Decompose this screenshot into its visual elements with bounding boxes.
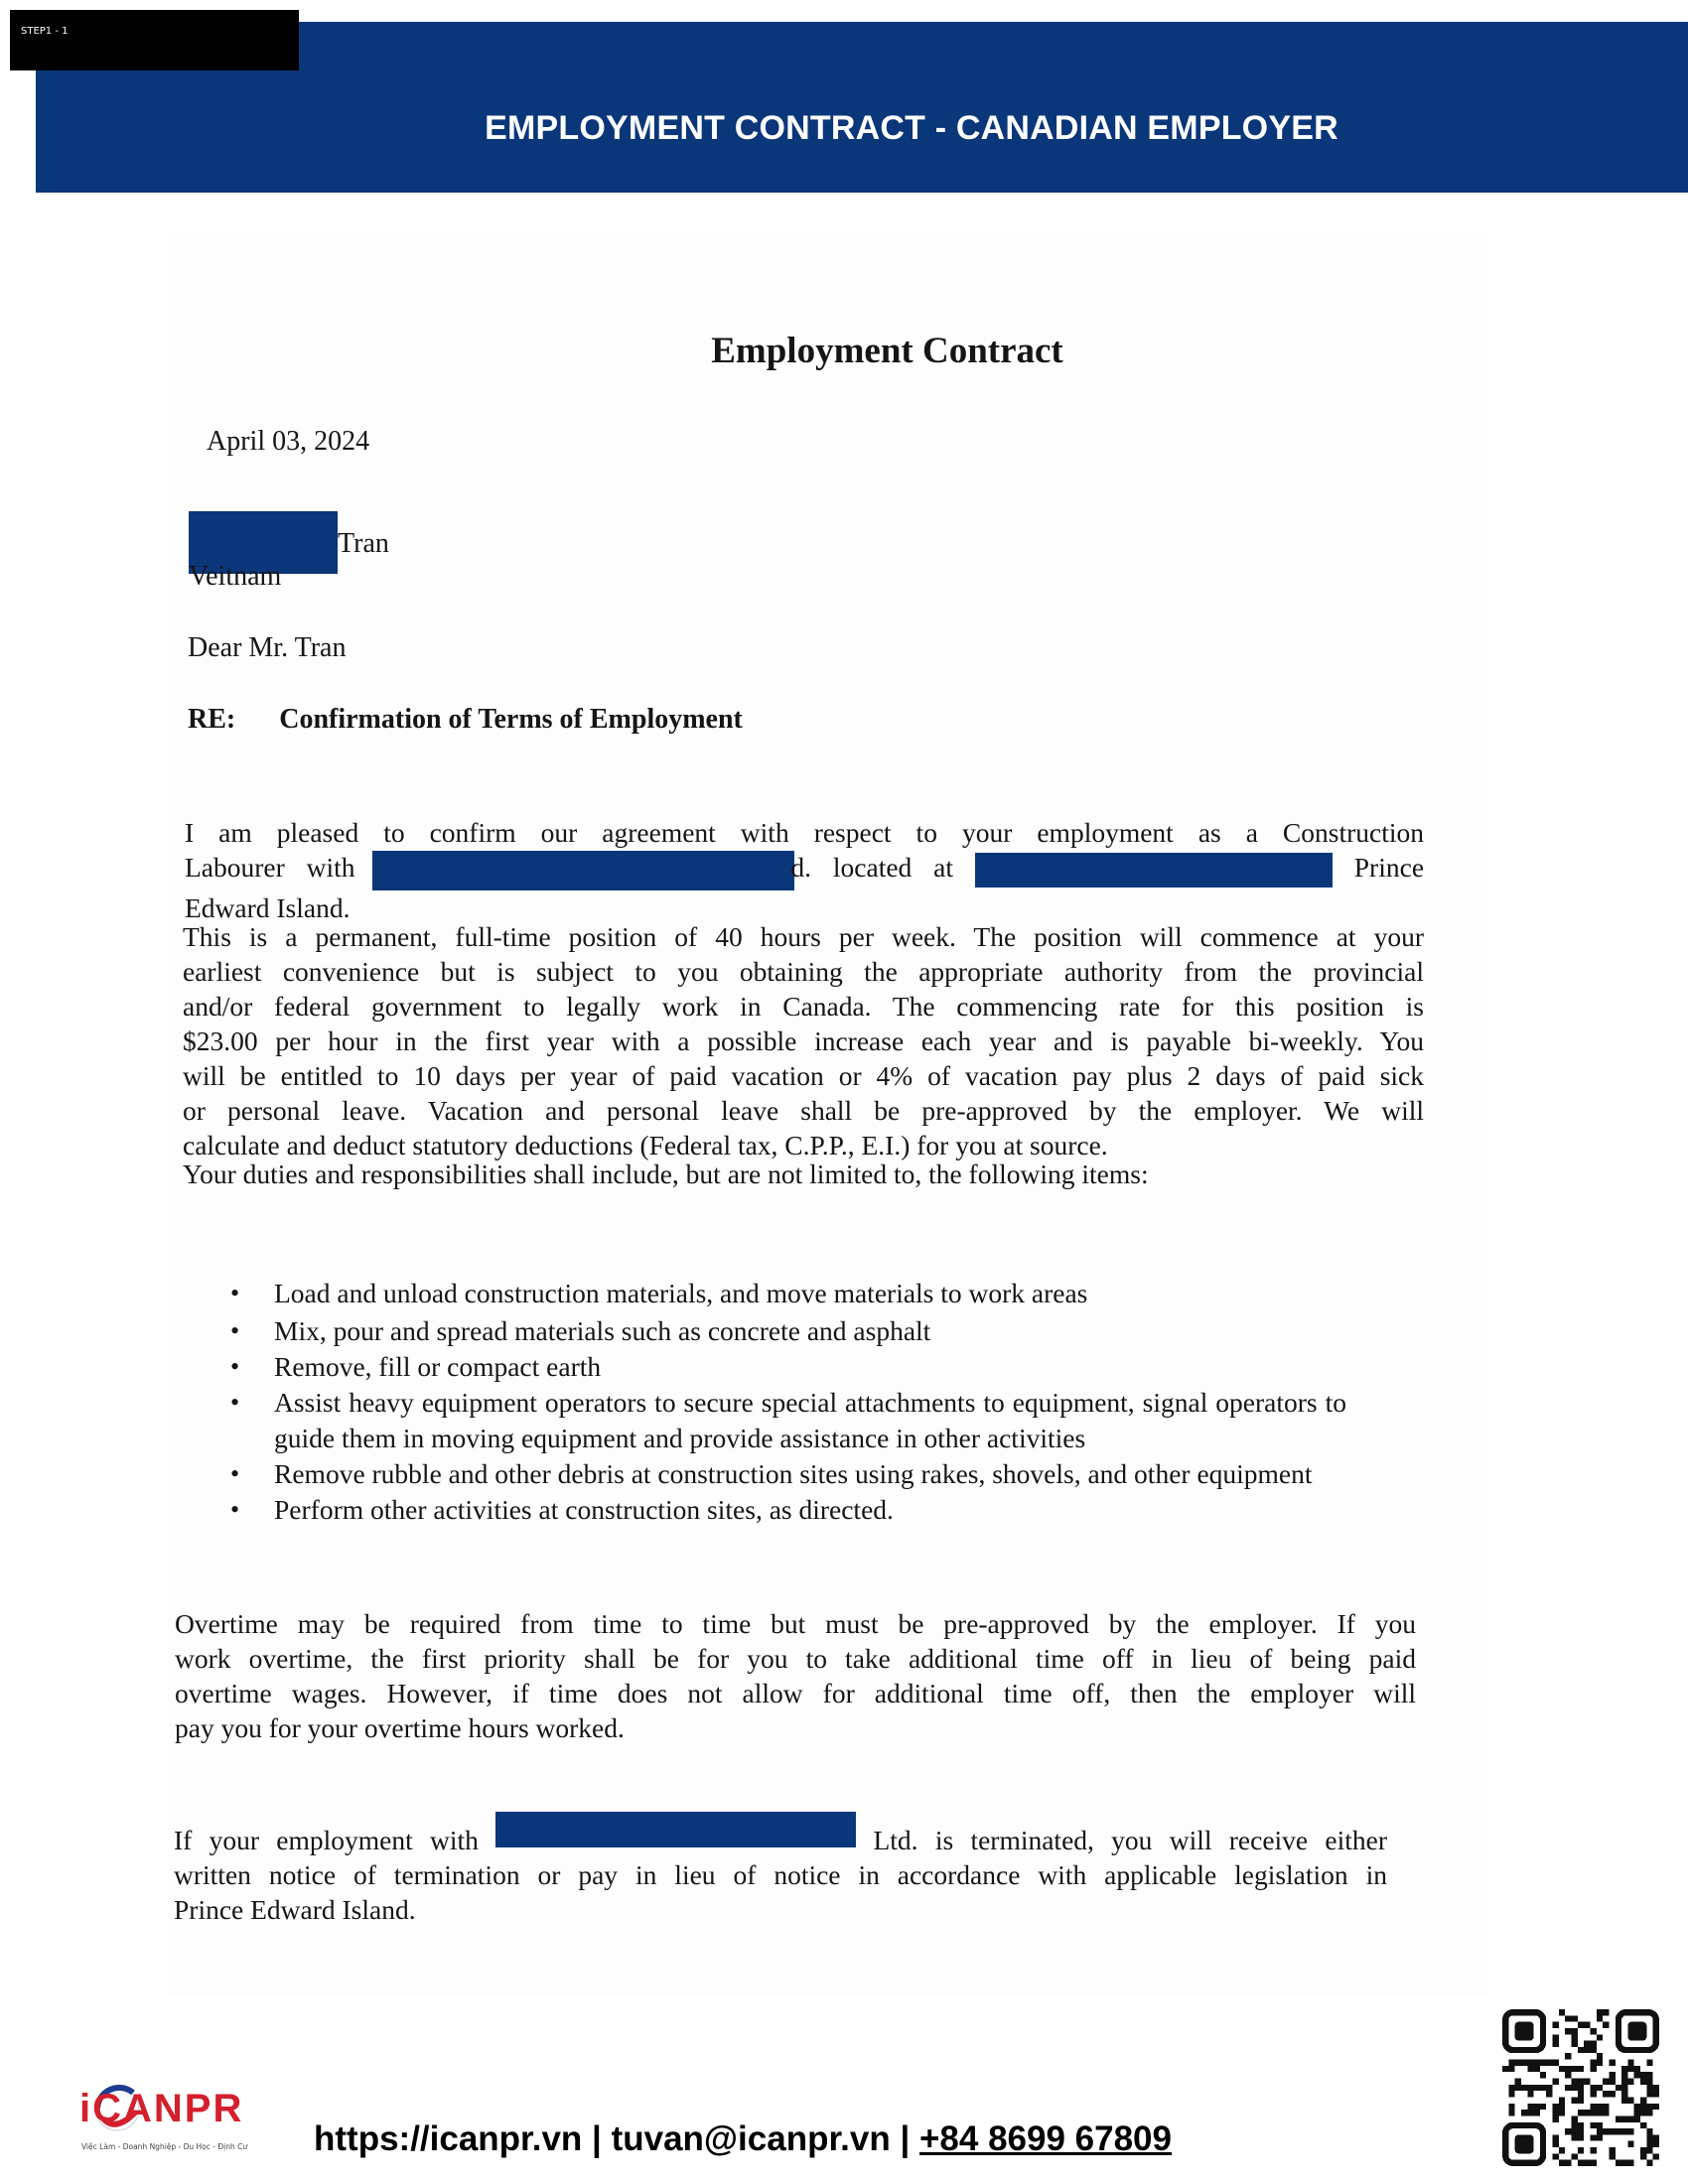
qr-module	[1565, 2072, 1571, 2078]
qr-module	[1603, 2022, 1609, 2028]
qr-module	[1572, 2041, 1578, 2047]
qr-module	[1640, 2122, 1646, 2128]
logo-tagline: Việc Làm - Doanh Nghiệp - Du Học - Định Cư	[81, 2142, 248, 2151]
qr-module	[1578, 2066, 1584, 2072]
qr-module	[1527, 2060, 1533, 2066]
qr-module	[1572, 2134, 1578, 2140]
qr-module	[1578, 2122, 1584, 2128]
duty-text: Perform other activities at construction sites, as directed.	[274, 1494, 894, 1525]
qr-module	[1578, 2147, 1584, 2153]
qr-module	[1534, 2085, 1540, 2091]
qr-module	[1653, 2141, 1659, 2147]
duty-item	[224, 1276, 1416, 1311]
qr-module	[1572, 2015, 1578, 2021]
intro-prince: Prince	[1353, 852, 1425, 883]
qr-module	[1609, 2153, 1615, 2159]
qr-module	[1621, 2160, 1627, 2166]
qr-module	[1553, 2104, 1559, 2110]
qr-module	[1578, 2110, 1584, 2116]
qr-module	[1616, 2116, 1621, 2121]
qr-module	[1640, 2104, 1646, 2110]
qr-module	[1508, 2104, 1514, 2110]
qr-module	[1546, 2091, 1552, 2097]
qr-module	[1578, 2160, 1584, 2166]
terms-line: will be entitled to 10 days per year of paid vacation or 4% of vacation pay plus 2 days of paid sick	[183, 1060, 1424, 1091]
qr-module	[1546, 2060, 1552, 2066]
termination-paragraph	[174, 1812, 1387, 1927]
qr-module	[1584, 2047, 1590, 2053]
qr-module	[1590, 2085, 1596, 2091]
qr-module	[1646, 2060, 1652, 2066]
qr-module	[1597, 2060, 1603, 2066]
qr-module	[1597, 2104, 1603, 2110]
qr-module	[1627, 2160, 1633, 2166]
qr-module	[1534, 2066, 1540, 2072]
qr-module	[1597, 2034, 1603, 2040]
qr-module	[1578, 2085, 1584, 2091]
qr-module	[1578, 2128, 1584, 2134]
qr-module	[1540, 2072, 1546, 2078]
qr-module	[1553, 2153, 1559, 2159]
qr-module	[1590, 2091, 1596, 2097]
qr-module	[1527, 2066, 1533, 2072]
qr-module	[1621, 2128, 1627, 2134]
qr-module	[1534, 2104, 1540, 2110]
qr-module	[1515, 2085, 1521, 2091]
qr-module	[1553, 2022, 1559, 2028]
qr-module	[1621, 2091, 1627, 2097]
qr-module	[1597, 2128, 1603, 2134]
qr-module	[1646, 2141, 1652, 2147]
qr-module	[1616, 2160, 1621, 2166]
qr-module	[1646, 2085, 1652, 2091]
qr-module	[1640, 2072, 1646, 2078]
qr-module	[1627, 2116, 1633, 2121]
duty-item	[224, 1313, 1416, 1349]
redacted-company-name	[495, 1812, 856, 1847]
qr-module	[1515, 2079, 1521, 2085]
duties-intro: Your duties and responsibilities shall include, but are not limited to, the following items:	[183, 1159, 1149, 1189]
bullet-icon: •	[230, 1316, 240, 1345]
redacted-employer-name	[372, 851, 794, 890]
qr-module	[1603, 2104, 1609, 2110]
qr-module	[1627, 2128, 1633, 2134]
qr-module	[1572, 2122, 1578, 2128]
qr-module	[1603, 2091, 1609, 2097]
duty-text: Remove, fill or compact earth	[274, 1351, 602, 1382]
qr-module	[1565, 2085, 1571, 2091]
overtime-line: Overtime may be required from time to time but must be pre-approved by the employer. If you	[175, 1608, 1416, 1639]
qr-module	[1609, 2060, 1615, 2066]
bullet-icon: •	[230, 1352, 240, 1381]
qr-module	[1590, 2104, 1596, 2110]
qr-module	[1646, 2134, 1652, 2140]
qr-module	[1646, 2147, 1652, 2153]
terms-line: and/or federal government to legally work in Canada. The commencing rate for this position is	[183, 991, 1424, 1022]
qr-module	[1527, 2091, 1533, 2097]
qr-module	[1565, 2015, 1571, 2021]
qr-module	[1590, 2060, 1596, 2066]
qr-module	[1572, 2085, 1578, 2091]
qr-module	[1597, 2110, 1603, 2116]
duty-item	[224, 1492, 1416, 1528]
qr-module	[1590, 2110, 1596, 2116]
qr-module	[1646, 2072, 1652, 2078]
qr-module	[1646, 2091, 1652, 2097]
qr-module	[1640, 2153, 1646, 2159]
bullet-icon: •	[230, 1388, 240, 1417]
intro-line-1: I am pleased to confirm our agreement with respect to your employment as a Construction	[185, 817, 1424, 848]
qr-module	[1559, 2110, 1565, 2116]
qr-module	[1553, 2034, 1559, 2040]
qr-module	[1578, 2047, 1584, 2053]
duty-text: Mix, pour and spread materials such as concrete and asphalt	[274, 1315, 931, 1346]
qr-module	[1590, 2047, 1596, 2053]
qr-module	[1634, 2116, 1640, 2121]
termination-line-3: Prince Edward Island.	[174, 1894, 416, 1925]
qr-module	[1621, 2079, 1627, 2085]
step-label-text: STEP1 - 1	[21, 26, 69, 37]
duty-text: Load and unload construction materials, and move materials to work areas	[274, 1278, 1088, 1308]
qr-module	[1508, 2091, 1514, 2097]
overtime-line: work overtime, the first priority shall be for you to take additional time off in lieu of being paid	[175, 1643, 1416, 1674]
qr-module	[1627, 2079, 1633, 2085]
qr-module	[1578, 2134, 1584, 2140]
recipient-country: Veitnam	[189, 561, 282, 592]
qr-module	[1640, 2097, 1646, 2103]
qr-module	[1584, 2022, 1590, 2028]
qr-module	[1572, 2079, 1578, 2085]
qr-module	[1597, 2085, 1603, 2091]
qr-module	[1565, 2028, 1571, 2034]
qr-module	[1646, 2079, 1652, 2085]
qr-module	[1572, 2066, 1578, 2072]
qr-module	[1646, 2104, 1652, 2110]
qr-module	[1590, 2160, 1596, 2166]
qr-module	[1559, 2104, 1565, 2110]
qr-module	[1621, 2116, 1627, 2121]
qr-module	[1616, 2085, 1621, 2091]
qr-module	[1609, 2128, 1615, 2134]
qr-module	[1621, 2072, 1627, 2078]
qr-module	[1527, 2110, 1533, 2116]
qr-module	[1565, 2053, 1571, 2059]
document-title: Employment Contract	[711, 331, 1063, 371]
qr-module	[1621, 2066, 1627, 2072]
qr-module	[1646, 2128, 1652, 2134]
email-link[interactable]: tuvan@icanpr.vn	[611, 2119, 891, 2158]
qr-module	[1603, 2079, 1609, 2085]
qr-module	[1578, 2091, 1584, 2097]
qr-module	[1627, 2097, 1633, 2103]
overtime-line: pay you for your overtime hours worked.	[175, 1712, 625, 1743]
intro-employer-prefix: Labourer with	[185, 852, 355, 883]
qr-module	[1502, 2066, 1508, 2072]
qr-module	[1521, 2110, 1527, 2116]
qr-module	[1621, 2097, 1627, 2103]
qr-module	[1572, 2034, 1578, 2040]
qr-module	[1646, 2110, 1652, 2116]
qr-module	[1572, 2097, 1578, 2103]
qr-module	[1653, 2085, 1659, 2091]
qr-module	[1534, 2110, 1540, 2116]
qr-module	[1609, 2091, 1615, 2097]
qr-module	[1653, 2134, 1659, 2140]
qr-module	[1521, 2085, 1527, 2091]
qr-module	[1572, 2128, 1578, 2134]
qr-module	[1572, 2028, 1578, 2034]
qr-module	[1634, 2110, 1640, 2116]
qr-module	[1508, 2110, 1514, 2116]
terms-line: or personal leave. Vacation and personal leave shall be pre-approved by the employer. We will	[183, 1095, 1424, 1126]
qr-module	[1540, 2085, 1546, 2091]
qr-module	[1565, 2160, 1571, 2166]
intro-line-3: Edward Island.	[185, 891, 351, 923]
qr-module	[1603, 2110, 1609, 2116]
termination-line-2: written notice of termination or pay in lieu of notice in accordance with applicable legislation in	[174, 1859, 1387, 1890]
duty-item	[224, 1349, 1416, 1385]
duties-list	[224, 1276, 1416, 1528]
letter-date: April 03, 2024	[207, 426, 370, 457]
qr-module	[1590, 2147, 1596, 2153]
qr-module	[1527, 2085, 1533, 2091]
qr-module	[1653, 2104, 1659, 2110]
qr-module	[1603, 2128, 1609, 2134]
qr-module	[1597, 2015, 1603, 2021]
qr-module	[1559, 2097, 1565, 2103]
qr-module	[1553, 2134, 1559, 2140]
re-line	[188, 704, 743, 736]
qr-module	[1572, 2116, 1578, 2121]
re-label: RE:	[188, 704, 236, 735]
qr-module	[1597, 2134, 1603, 2140]
qr-module	[1634, 2066, 1640, 2072]
terms-line: earliest convenience but is subject to you obtaining the appropriate authority from the provincial	[183, 956, 1424, 987]
qr-module	[1565, 2128, 1571, 2134]
qr-module	[1540, 2060, 1546, 2066]
qr-module	[1616, 2128, 1621, 2134]
terms-line: $23.00 per hour in the first year with a possible increase each year and is payable bi-weekly. You	[183, 1025, 1424, 1056]
separator: |	[890, 2119, 919, 2158]
qr-module	[1584, 2110, 1590, 2116]
qr-module	[1609, 2079, 1615, 2085]
qr-module	[1534, 2060, 1540, 2066]
qr-module	[1590, 2028, 1596, 2034]
bullet-icon: •	[230, 1495, 240, 1524]
qr-module	[1515, 2060, 1521, 2066]
qr-module	[1584, 2041, 1590, 2047]
qr-module	[1546, 2085, 1552, 2091]
qr-module	[1590, 2066, 1596, 2072]
qr-module	[1553, 2060, 1559, 2066]
website-link[interactable]: https://icanpr.vn	[314, 2119, 583, 2158]
qr-module	[1553, 2141, 1559, 2147]
qr-module	[1597, 2053, 1603, 2059]
duty-item	[224, 1456, 1346, 1492]
qr-module	[1508, 2060, 1514, 2066]
qr-module	[1584, 2079, 1590, 2085]
qr-module	[1627, 2060, 1633, 2066]
termination-prefix: If your employment with	[174, 1825, 479, 1855]
duty-text: Assist heavy equipment operators to secure special attachments to equipment, signal operators to guide them in moving equipment and provide assistance in other activities	[274, 1387, 1346, 1453]
intro-line-2	[185, 850, 1424, 890]
qr-module	[1590, 2134, 1596, 2140]
logo-text: iCANPR	[79, 2087, 244, 2130]
banner-title: EMPLOYMENT CONTRACT - CANADIAN EMPLOYER	[485, 109, 1338, 147]
qr-module	[1508, 2085, 1514, 2091]
qr-module	[1565, 2066, 1571, 2072]
icanpr-logo	[79, 2085, 258, 2164]
qr-code-icon[interactable]	[1502, 2009, 1659, 2166]
terms-paragraph	[183, 919, 1424, 1162]
qr-module	[1634, 2072, 1640, 2078]
termination-suffix: Ltd. is terminated, you will receive either	[873, 1825, 1388, 1855]
qr-module	[1590, 2122, 1596, 2128]
qr-module	[1653, 2153, 1659, 2159]
qr-module	[1621, 2085, 1627, 2091]
qr-module	[1609, 2147, 1615, 2153]
overtime-line: overtime wages. However, if time does not allow for additional time off, then the employer will	[175, 1678, 1416, 1708]
separator: |	[582, 2119, 612, 2158]
scanned-contract-page	[169, 230, 1486, 1995]
contact-line	[314, 2119, 1172, 2159]
duty-item	[224, 1385, 1346, 1456]
qr-module	[1590, 2041, 1596, 2047]
qr-module	[1559, 2147, 1565, 2153]
qr-module	[1634, 2104, 1640, 2110]
qr-module	[1540, 2104, 1546, 2110]
intro-located-at: d. located at	[790, 852, 954, 883]
qr-module	[1578, 2022, 1584, 2028]
qr-module	[1646, 2160, 1652, 2166]
terms-line: This is a permanent, full-time position of 40 hours per week. The position will commence at your	[183, 921, 1424, 952]
qr-module	[1559, 2160, 1565, 2166]
qr-module	[1553, 2041, 1559, 2047]
qr-module	[1609, 2072, 1615, 2078]
qr-module	[1653, 2091, 1659, 2097]
overtime-paragraph	[175, 1606, 1416, 1745]
qr-module	[1559, 2066, 1565, 2072]
qr-module	[1597, 2122, 1603, 2128]
qr-module	[1584, 2160, 1590, 2166]
qr-module	[1640, 2110, 1646, 2116]
redacted-address	[975, 853, 1333, 887]
intro-paragraph	[185, 815, 1424, 925]
qr-module	[1553, 2110, 1559, 2116]
qr-module	[1627, 2066, 1633, 2072]
terms-line: calculate and deduct statutory deductions (Federal tax, C.P.P., E.I.) for you at source.	[183, 1130, 1108, 1160]
qr-module	[1527, 2104, 1533, 2110]
qr-module	[1521, 2060, 1527, 2066]
qr-module	[1597, 2009, 1603, 2015]
step-label	[10, 10, 299, 70]
qr-module	[1578, 2079, 1584, 2085]
qr-module	[1508, 2066, 1514, 2072]
qr-module	[1603, 2009, 1609, 2015]
qr-module	[1559, 2009, 1565, 2015]
recipient-surname: Tran	[338, 528, 389, 559]
qr-module	[1640, 2079, 1646, 2085]
re-subject: Confirmation of Terms of Employment	[279, 704, 743, 735]
salutation: Dear Mr. Tran	[188, 632, 347, 663]
qr-module	[1572, 2153, 1578, 2159]
phone-link[interactable]: +84 8699 67809	[918, 2119, 1172, 2158]
qr-module	[1553, 2116, 1559, 2121]
duty-text: Remove rubble and other debris at construction sites using rakes, shovels, and other equipment	[274, 1458, 1313, 1489]
bullet-icon: •	[230, 1459, 240, 1488]
termination-line-1	[174, 1812, 1387, 1857]
qr-module	[1578, 2097, 1584, 2103]
qr-module	[1553, 2079, 1559, 2085]
qr-module	[1627, 2141, 1633, 2147]
qr-module	[1640, 2147, 1646, 2153]
bullet-icon: •	[230, 1279, 240, 1307]
